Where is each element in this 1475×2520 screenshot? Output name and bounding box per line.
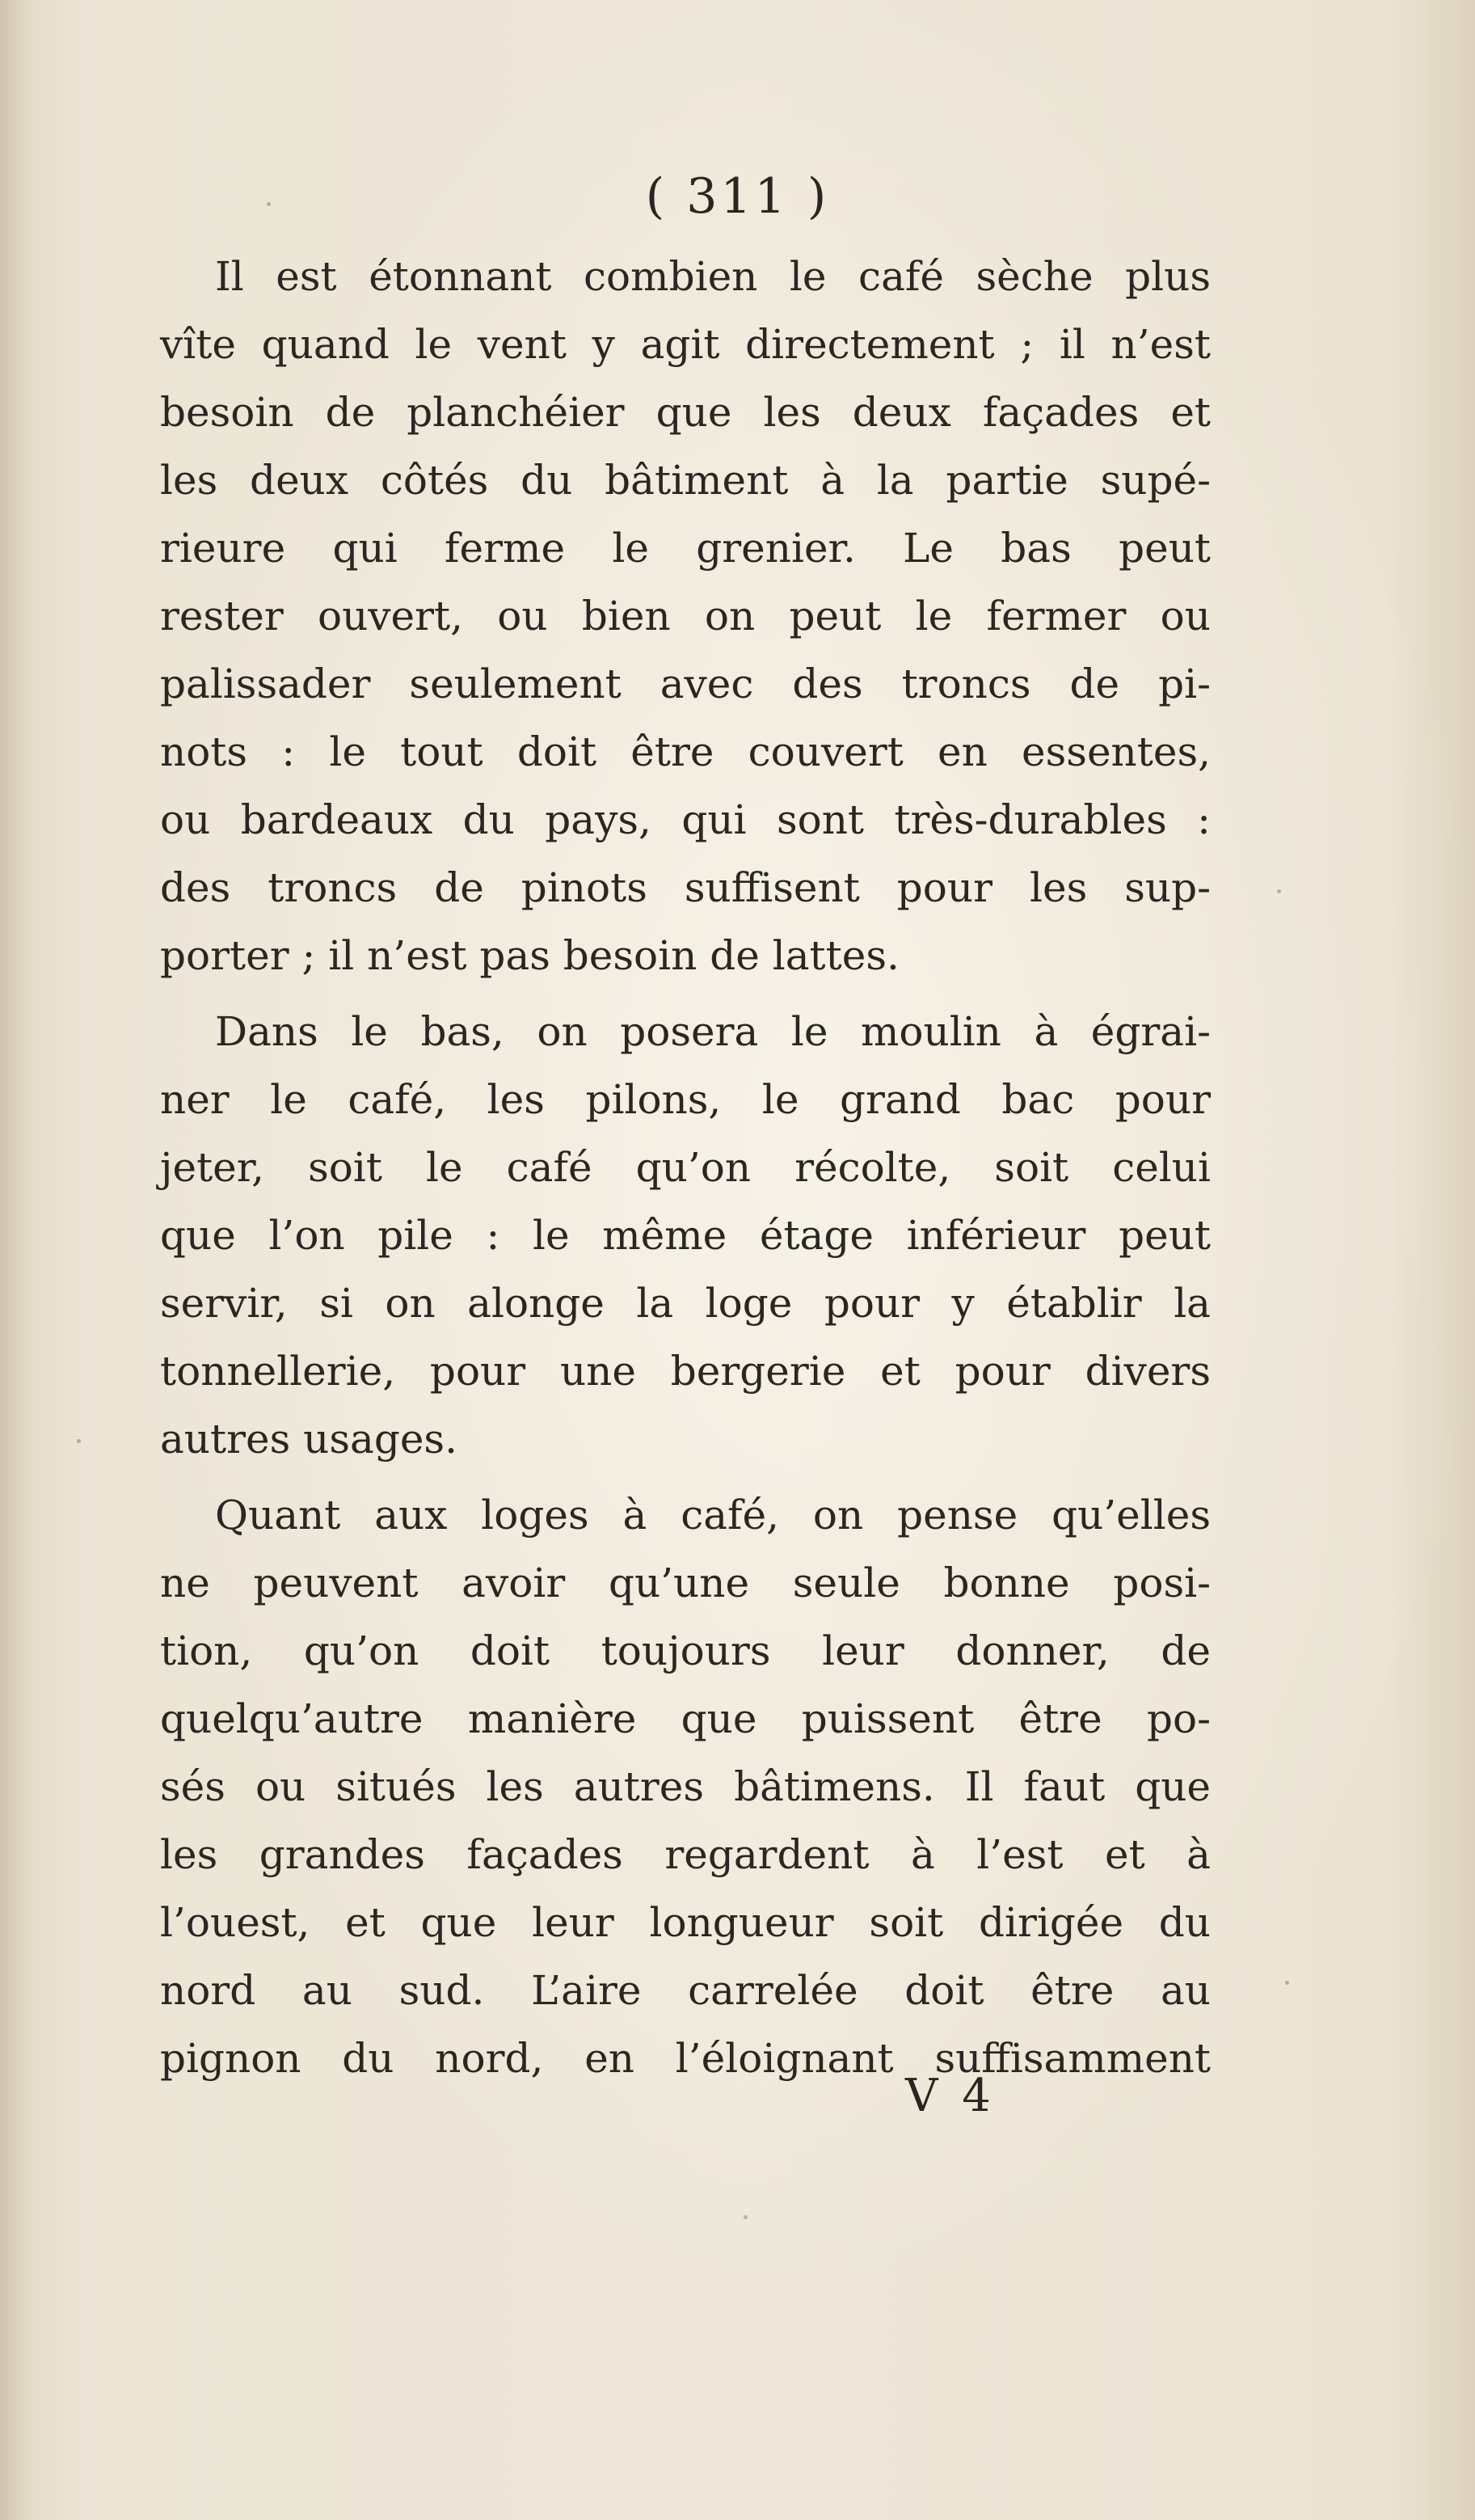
text-line: rester ouvert, ou bien on peut le fermer ou: [160, 593, 1211, 639]
text-line: jeter, soit le café qu’on récolte, soit celui: [160, 1144, 1211, 1191]
text-line: palissader seulement avec des troncs de pi-: [160, 661, 1211, 707]
text-line: des troncs de pinots suffisent pour les sup-: [160, 864, 1211, 911]
paper-speck: [267, 202, 271, 206]
text-line: nord au sud. L’aire carrelée doit être au: [160, 1967, 1211, 2014]
text-line: tion, qu’on doit toujours leur donner, de: [160, 1627, 1211, 1674]
paper-speck: [77, 1439, 81, 1443]
paper-speck: [1277, 889, 1281, 893]
text-line: sés ou situés les autres bâtimens. Il faut que: [160, 1763, 1211, 1810]
text-line: autres usages.: [160, 1416, 457, 1463]
text-line: quelqu’autre manière que puissent être po-: [160, 1695, 1211, 1742]
text-line: tonnellerie, pour une bergerie et pour divers: [160, 1348, 1211, 1395]
text-line: ne peuvent avoir qu’une seule bonne posi-: [160, 1560, 1211, 1606]
text-line: servir, si on alonge la loge pour y établir la: [160, 1280, 1211, 1327]
signature-mark: V 4: [905, 2070, 996, 2122]
page-edge-shadow: [0, 0, 32, 2520]
text-line: Dans le bas, on posera le moulin à égrai-: [215, 1008, 1211, 1055]
text-line: les grandes façades regardent à l’est et à: [160, 1831, 1211, 1878]
text-line: Quant aux loges à café, on pense qu’elles: [215, 1492, 1211, 1539]
text-line: l’ouest, et que leur longueur soit dirigée du: [160, 1899, 1211, 1946]
text-line: vîte quand le vent y agit directement ; il n’est: [160, 321, 1211, 368]
text-line: besoin de planchéier que les deux façades et: [160, 389, 1211, 436]
text-line: les deux côtés du bâtiment à la partie supé-: [160, 457, 1211, 504]
page-number: ( 311 ): [645, 168, 830, 225]
text-line: Il est étonnant combien le café sèche plus: [215, 253, 1211, 300]
paper-speck: [1285, 1981, 1289, 1985]
text-line: porter ; il n’est pas besoin de lattes.: [160, 932, 900, 979]
text-line: ner le café, les pilons, le grand bac pour: [160, 1076, 1211, 1123]
body-text: [160, 243, 1211, 2092]
paper-speck: [744, 2215, 748, 2219]
text-line: rieure qui ferme le grenier. Le bas peut: [160, 525, 1211, 572]
text-line: pignon du nord, en l’éloignant suffisamment: [160, 2035, 1211, 2082]
text-line: ou bardeaux du pays, qui sont très-durables :: [160, 796, 1211, 843]
text-line: nots : le tout doit être couvert en essentes,: [160, 728, 1211, 775]
text-line: que l’on pile : le même étage inférieur peut: [160, 1212, 1211, 1259]
